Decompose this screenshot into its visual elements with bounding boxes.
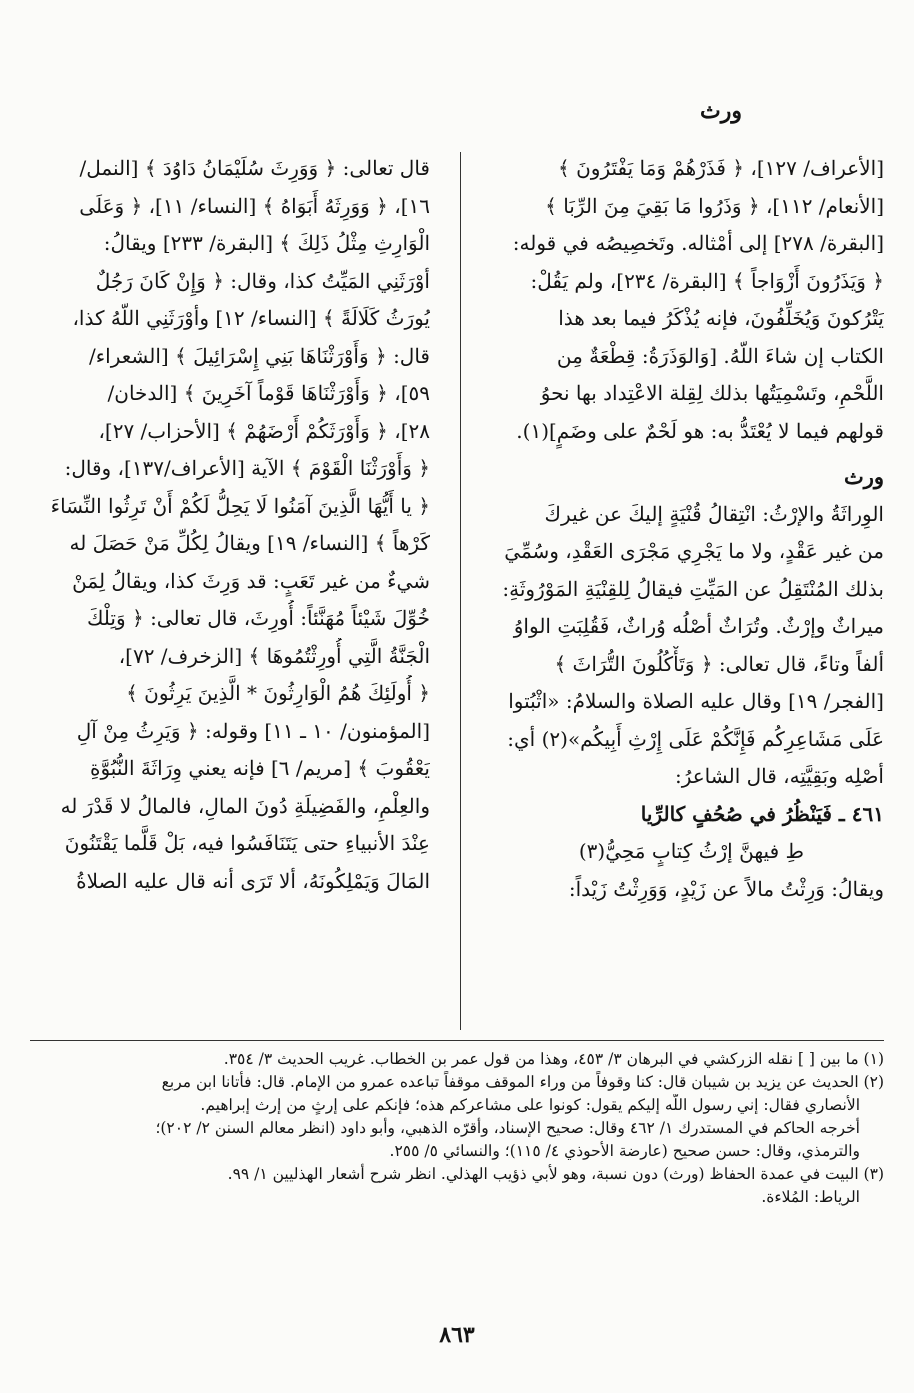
text-line: أصْلِه وبَقِيَّتِه، قال الشاعرُ: <box>674 764 884 788</box>
footnote-line: أخرجه الحاكم في المستدرك ١/ ٤٦٢ وقال: صحيح الإسناد، وأقرّه الذهبي، وأبو داود (انظر معالم السنن ٢/ ٢٠٢)؛ <box>155 1119 860 1137</box>
text-line: [الأعراف/ ١٢٧]، ﴿ فَذَرْهُمْ وَمَا يَفْتَرُونَ ﴾ <box>558 156 884 180</box>
text-line: يَعْقُوبَ ﴾ [مريم/ ٦] فإنه يعني وِرَاثَةَ النُّبُوَّةِ <box>90 756 430 780</box>
text-line: [البقرة/ ٢٧٨] إلى أمْثاله. وتَخصِيصُه في قوله: <box>512 231 884 255</box>
text-line: عَلَى مَشَاعِرِكُم فَإِنَّكُمْ عَلَى إِرْثِ أَبِيكُم»(٢) أي: <box>507 726 884 751</box>
right-column <box>492 150 884 908</box>
entry-heading: ورث <box>843 464 884 489</box>
text-line: شيءٌ من غير تَعَبٍ: قد وَرِثَ كذا، ويقالُ لِمَنْ <box>72 568 430 593</box>
text-line: قال: ﴿ وَأَوْرَثْنَاهَا بَنِي إِسْرَائِيلَ ﴾ [الشعراء/ <box>89 343 430 368</box>
text-line: ﴿ يا أَيُّهَا الَّذِينَ آمَنُوا لَا يَحِلُّ لَكُمْ أَنْ تَرِثُوا النِّسَاءَ <box>50 493 430 518</box>
text-line: قولهم فيما لا يُعْتَدُّ به: هو لَحْمٌ على وضَمٍ](١). <box>516 418 884 443</box>
text-line: ويقالُ: وَرِثْتُ مالاً عن زَيْدٍ، وَوَرِثْتُ زَيْداً: <box>568 876 884 901</box>
text-line: الوِراثَةُ والإرْثُ: انْتِقالُ قُنْيَةٍ إليكَ عن غيركَ <box>544 501 884 526</box>
text-line: ميراثٌ وإرْثٌ. وتُرَاثٌ أصْلُه وُراثٌ، فَقُلِبَتِ الواوُ <box>513 614 884 638</box>
text-line: [الفجر/ ١٩] وقال عليه الصلاة والسلامُ: «اثْبُتوا <box>508 689 884 713</box>
running-head: ورث <box>700 98 742 124</box>
text-line: ألفاً وتاءً، قال تعالى: ﴿ وَتَأْكُلُونَ التُّرَاثَ ﴾ <box>554 651 884 676</box>
text-line: أوْرَثَنِي المَيِّتُ كذا، وقال: ﴿ وَإِنْ كَانَ رَجُلٌ <box>95 268 430 293</box>
text-line: قال تعالى: ﴿ وَوَرِثَ سُلَيْمَانُ دَاوُدَ ﴾ [النمل/ <box>79 156 430 180</box>
text-line: [الأنعام/ ١١٢]، ﴿ وَذَرُوا مَا بَقِيَ مِنَ الرِّبَا ﴾ <box>545 193 884 218</box>
column-divider <box>460 152 461 1030</box>
text-line: يُورَثُ كَلَالَةً ﴾ [النساء/ ١٢] وأوْرَثَنِي اللّهُ كذا، <box>72 306 430 330</box>
footnote-line: (١) ما بين [ ] نقله الزركشي في البرهان ٣/ ٤٥٣، وهذا من قول عمر بن الخطاب. غريب الحديث ٣/ ٣٥٤. <box>223 1050 884 1068</box>
text-line: خُوِّلَ شَيْئاً مُهَنَّئاً: أُورِثَ، قال تعالى: ﴿ وَتِلْكَ <box>86 606 430 630</box>
text-line: بذلك المُنْتَقِلُ عن المَيِّتِ فيقالُ لِلقِنْيَةِ المَوْرُوثَةِ: <box>502 576 884 601</box>
footnote-line: (٣) البيت في عمدة الحفاظ (ورث) دون نسبة، وهو لأبي ذؤيب الهذلي. انظر شرح أشعار الهذليين ١/ ٩٩. <box>227 1165 884 1183</box>
text-line: المَالَ وَيَمْلِكُونَهُ، ألا تَرَى أنه قال عليه الصلاةُ <box>76 868 430 893</box>
text-line: اللَّحْمِ، وتَسْمِيَتُها بذلك لِقِلة الاعْتِداد بها نحوُ <box>540 381 884 405</box>
footnotes <box>30 1048 884 1209</box>
text-line: ١٦]، ﴿ وَوَرِثَهُ أَبَوَاهُ ﴾ [النساء/ ١١]، ﴿ وَعَلَى <box>79 193 430 218</box>
text-line: والعِلْمِ، والفَضِيلَةِ دُونَ المالِ، فالمالُ لا قَدْرَ له <box>60 793 430 818</box>
text-line: ٢٨]، ﴿ وَأَوْرَثَكُمْ أَرْضَهُمْ ﴾ [الأحزاب/ ٢٧]، <box>98 418 430 443</box>
poem-verse-first-half: ٤٦١ ـ فَيَنْظُرُ في صُحُفٍ كالرِّيا <box>640 801 884 826</box>
text-line: الْجَنَّةُ الَّتِي أُورِثْتُمُوهَا ﴾ [الزخرف/ ٧٢]، <box>118 643 430 668</box>
text-line: ﴿ وَأَوْرَثْنَا الْقَوْمَ ﴾ الآية [الأعراف/١٣٧]، وقال: <box>64 456 430 480</box>
text-line: عِنْدَ الأنبياءِ حتى يَتَنَافَسُوا فيه، بَلْ قَلَّما يَقْتَنُونَ <box>64 831 430 855</box>
text-line: [المؤمنون/ ١٠ ـ ١١] وقوله: ﴿ وَيَرِثُ مِنْ آلِ <box>76 718 430 743</box>
text-line: ﴿ وَيَذَرُونَ أَزْوَاجاً ﴾ [البقرة/ ٢٣٤]، ولم يَقُلْ: <box>530 268 884 293</box>
footnote-line: الأنصاري فقال: إني رسول اللّه إليكم يقول: كونوا على مشاعركم هذه؛ فإنكم على إرثٍ من إرث إبراهيم. <box>200 1096 860 1114</box>
left-column <box>38 150 430 900</box>
page-number: ٨٦٣ <box>439 1322 475 1348</box>
text-line: يَتْرُكونَ وَيُخَلِّفُونَ، فإنه يُذْكَرُ فيما بعد هذا <box>558 306 884 330</box>
text-line: ٥٩]، ﴿ وَأَوْرَثْنَاهَا قَوْماً آخَرِينَ ﴾ [الدخان/ <box>107 381 430 405</box>
footnote-line: والترمذي، وقال: حسن صحيح (عارضة الأحوذي ٤/ ١١٥)؛ والنسائي ٥/ ٢٥٥. <box>389 1142 860 1160</box>
footnote-line: (٢) الحديث عن يزيد بن شيبان قال: كنا وقوفاً من وراء الموقف موقفاً تباعده عمرو من الإمام. قال: فأتانا ابن مربع <box>161 1073 884 1091</box>
text-line: من غير عَقْدٍ، ولا ما يَجْرِي مَجْرَى العَقْدِ، وسُمِّيَ <box>504 539 884 563</box>
footnote-line: الرياط: المُلاءة. <box>761 1188 860 1206</box>
text-line: الْوَارِثِ مِثْلُ ذَلِكَ ﴾ [البقرة/ ٢٣٣] ويقالُ: <box>103 231 430 255</box>
text-line: الكتاب إن شاءَ اللّهُ. [وَالوَذَرَةُ: قِطْعَةٌ مِن <box>556 343 884 368</box>
poem-verse-second-half: طِ فيهنَّ إرْثُ كِتابٍ مَحِيُّ(٣) <box>578 839 804 863</box>
footnote-separator <box>30 1040 884 1041</box>
text-line: ﴿ أُولَئِكَ هُمُ الْوَارِثُونَ * الَّذِينَ يَرِثُونَ ﴾ <box>126 681 430 705</box>
text-line: كَرْهاً ﴾ [النساء/ ١٩] ويقالُ لِكُلِّ مَنْ حَصَلَ له <box>69 531 430 555</box>
